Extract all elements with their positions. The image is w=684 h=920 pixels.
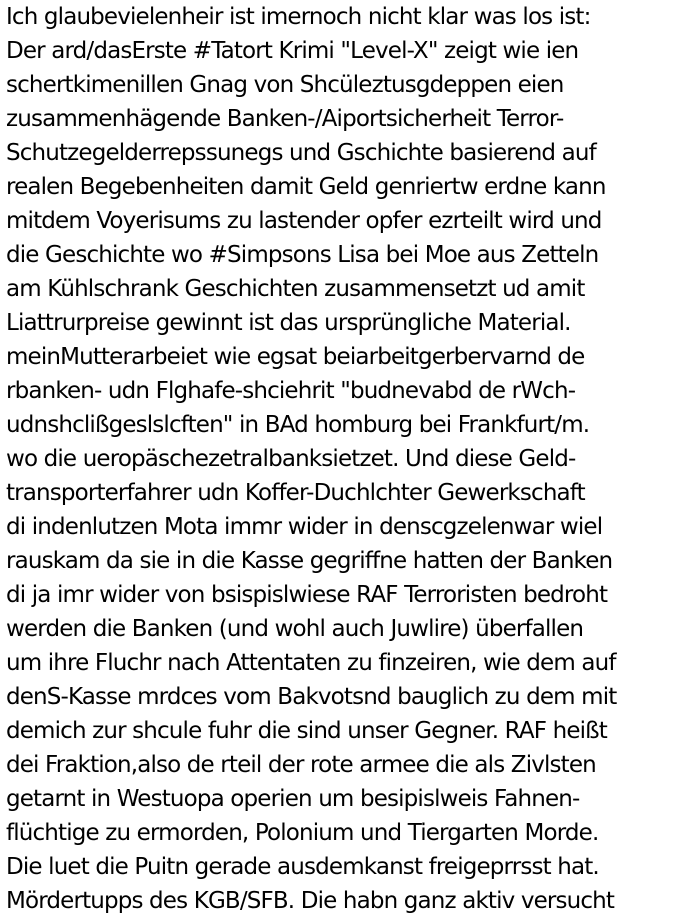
text-line: Liattrurpreise gewinnt ist das ursprüngliche Material. [6,310,571,336]
text-line: um ihre Fluchr nach Attentaten zu finzeiren, wie dem auf [6,650,616,676]
text-line: Schutzegelderrepssunegs und Gschichte basierend auf [6,140,596,166]
text-line: udnshclißgeslslcften" in BAd homburg bei Frankfurt/m. [6,412,590,438]
text-line: rbanken- udn Flghafe-shciehrit "budnevabd de rWch- [6,378,576,404]
text-line: wo die ueropäschezetralbanksietzet. Und diese Geld- [6,446,576,472]
text-line: Mördertupps des KGB/SFB. Die habn ganz aktiv versucht [6,888,615,914]
text-line: Ich glaubevielenheir ist imernoch nicht klar was los ist: [6,4,591,30]
text-line: di indenlutzen Mota immr wider in denscgzelenwar wiel [6,514,603,540]
text-line: flüchtige zu ermorden, Polonium und Tiergarten Morde. [6,820,599,846]
text-line: mitdem Voyerisums zu lastender opfer ezrteilt wird und [6,208,602,234]
text-line: transporterfahrer udn Koffer-Duchlchter Gewerkschaft [6,480,585,506]
text-line: realen Begebenheiten damit Geld genriertw erdne kann [6,174,606,200]
text-line: denS-Kasse mrdces vom Bakvotsnd bauglich zu dem mit [6,684,617,710]
text-line: schertkimenillen Gnag von Shcüleztusgdeppen eien [6,72,564,98]
text-line: di ja imr wider von bsispislwiese RAF Terroristen bedroht [6,582,608,608]
text-line: Der ard/dasErste #Tatort Krimi "Level-X" zeigt wie ien [6,38,579,64]
text-line: meinMutterarbeiet wie egsat beiarbeitgerbervarnd de [6,344,585,370]
text-line: dei Fraktion,also de rteil der rote armee die als Zivlsten [6,752,596,778]
text-line: die Geschichte wo #Simpsons Lisa bei Moe aus Zetteln [6,242,599,268]
text-line: demich zur shcule fuhr die sind unser Gegner. RAF heißt [6,718,607,744]
text-line: rauskam da sie in die Kasse gegriffne hatten der Banken [6,548,613,574]
text-line: Die luet die Puitn gerade ausdemkanst freigeprrsst hat. [6,854,599,880]
text-line: am Kühlschrank Geschichten zusammensetzt ud amit [6,276,585,302]
text-line: zusammenhägende Banken-/Aiportsicherheit Terror- [6,106,564,132]
text-line: getarnt in Westuopa operien um besipislweis Fahnen- [6,786,580,812]
text-line: werden die Banken (und wohl auch Juwlire) überfallen [6,616,584,642]
